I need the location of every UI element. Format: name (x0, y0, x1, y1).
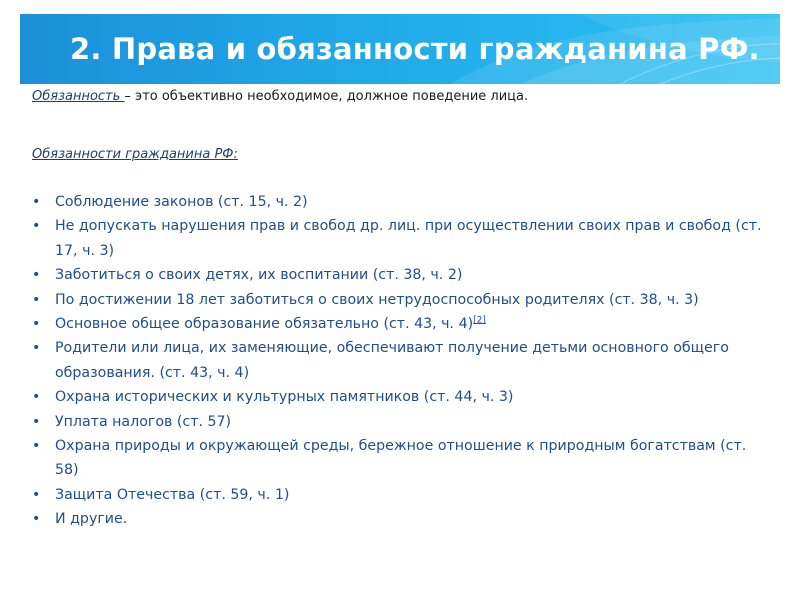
list-item (32, 410, 772, 434)
slide-content (32, 88, 772, 532)
duty-text: Охрана исторических и культурных памятников (ст. 44, ч. 3) (55, 389, 514, 406)
footnote-link[interactable]: [2] (473, 315, 486, 326)
bullet-icon: • (32, 218, 41, 235)
bullet-icon: • (32, 291, 41, 308)
duty-text: Защита Отечества (ст. 59, ч. 1) (55, 486, 290, 503)
list-item (32, 336, 772, 385)
list-item (32, 214, 772, 263)
section-heading: Обязанности гражданина РФ: (32, 147, 238, 162)
definition (32, 88, 772, 106)
duty-text: Соблюдение законов (ст. 15, ч. 2) (55, 194, 308, 210)
list-item (32, 190, 772, 214)
list-item (32, 385, 772, 409)
duty-text: Уплата налогов (ст. 57) (55, 413, 232, 430)
bullet-icon: • (32, 511, 41, 528)
list-item (32, 483, 772, 507)
bullet-icon: • (32, 486, 41, 503)
bullet-icon: • (32, 413, 41, 430)
duty-text: По достижении 18 лет заботиться о своих нетрудоспособных родителях (ст. 38, ч. 3) (55, 291, 699, 308)
list-item (32, 507, 772, 531)
definition-term: Обязанность (32, 89, 125, 104)
list-item (32, 288, 772, 312)
bullet-icon: • (32, 194, 41, 210)
duty-text: Не допускать нарушения прав и свобод др. лиц. при осуществлении своих прав и свобод (ст. 17, ч. 3) (55, 218, 762, 259)
duties-list (32, 190, 772, 532)
list-item (32, 263, 772, 287)
list-item (32, 434, 772, 483)
duty-text: Родители или лица, их заменяющие, обеспечивают получение детьми основного общего образования. (ст. 43, ч. 4) (55, 340, 729, 381)
title-banner (20, 14, 780, 84)
bullet-icon: • (32, 340, 41, 357)
slide-title: 2. Права и обязанности гражданина РФ. (70, 32, 760, 66)
duty-text: Основное общее образование обязательно (ст. 43, ч. 4) (55, 316, 474, 333)
bullet-icon: • (32, 389, 41, 406)
bullet-icon: • (32, 267, 41, 284)
bullet-icon: • (32, 438, 41, 455)
duty-text: Заботиться о своих детях, их воспитании (ст. 38, ч. 2) (55, 267, 463, 284)
duty-text: Охрана природы и окружающей среды, бережное отношение к природным богатствам (ст. 58) (55, 438, 747, 479)
duty-text: И другие. (55, 511, 128, 528)
definition-text: – это объективно необходимое, должное поведение лица. (124, 89, 529, 104)
list-item (32, 312, 772, 336)
bullet-icon: • (32, 316, 41, 333)
